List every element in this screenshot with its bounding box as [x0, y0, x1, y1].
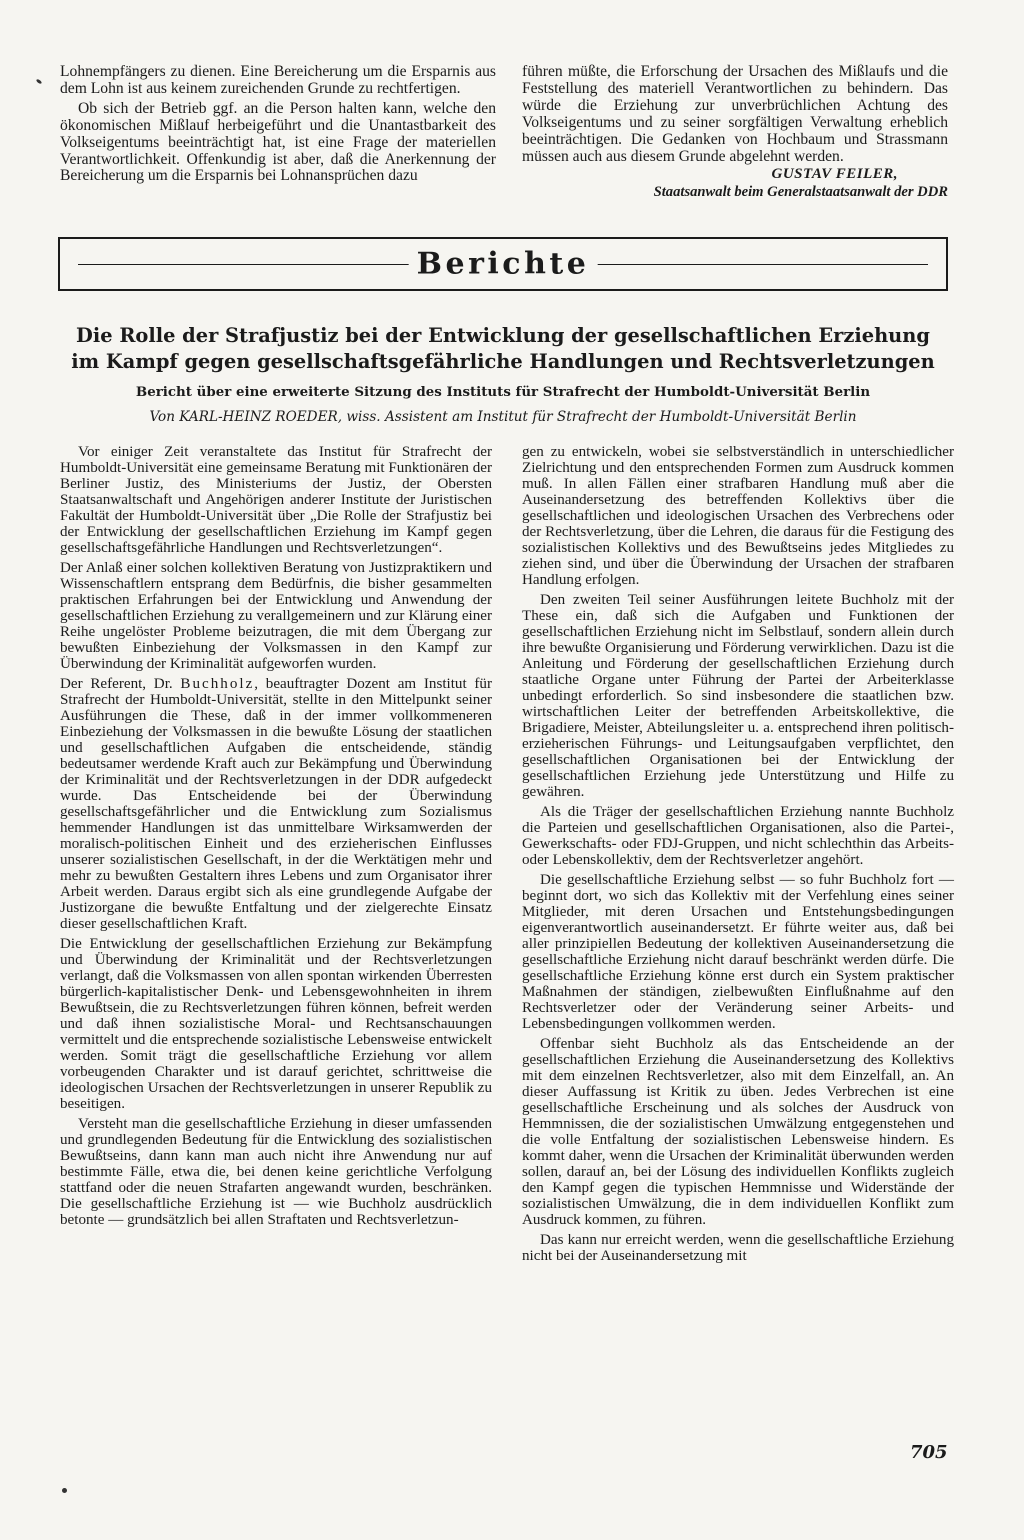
ink-speck — [36, 79, 43, 85]
page-number: 705 — [910, 1442, 948, 1463]
article-paragraph: Als die Träger der gesellschaftlichen Erziehung nannte Buchholz die Parteien und gesellschaftlichen Organisationen, also die Partei-, Gewerkschafts- oder FDJ-Gruppen, und nicht schlechthin das Arbeits- oder Lebenskollektiv, dem der Rechtsverletzer angehört. — [522, 804, 954, 868]
author-signature: GUSTAV FEILER, — [771, 166, 898, 183]
top-left-paragraph: Lohnempfängers zu dienen. Eine Bereicherung um die Ersparnis aus dem Lohn ist aus keinem zureichenden Grunde zu rechtfertigen. — [60, 63, 496, 97]
author-position: Staatsanwalt beim Generalstaatsanwalt der DDR — [653, 184, 948, 201]
section-banner — [58, 237, 948, 291]
article-subtitle: Bericht über eine erweiterte Sitzung des Instituts für Strafrecht der Humboldt-Universität Berlin — [135, 384, 871, 400]
article-paragraph: Offenbar sieht Buchholz als das Entscheidende an der gesellschaftlichen Erziehung die Auseinandersetzung des Kollektivs mit dem einzelnen Rechtsverletzer, also mit dem Einzelfall, an. An dieser Auffassung ist Kritik zu üben. Jedes Verbrechen ist eine gesellschaftliche Erscheinung und als solches der Ausdruck von Hemmnissen, die der sozialistischen Umwälzung entgegenstehen und die volle Entfaltung der sozialistischen Lebensweise hindern. Es kommt daher, wenn die Ursachen der Kriminalität überwunden werden sollen, darauf an, bei der Lösung des individuellen Konflikts zugleich den Kampf gegen die typischen Hemmnisse und Widerstände der sozialistischen Umwälzung, die in dem individuellen Konflikt zum Ausdruck kommen, zu führen. — [522, 1036, 954, 1228]
article-left-column — [60, 444, 492, 1228]
article-byline: Von KARL-HEINZ ROEDER, wiss. Assistent am Institut für Strafrecht der Humboldt-Universität Berlin — [149, 409, 857, 425]
article-paragraph: Das kann nur erreicht werden, wenn die gesellschaftliche Erziehung nicht bei der Auseinandersetzung mit — [522, 1232, 954, 1264]
article-headline-line2: im Kampf gegen gesellschaftsgefährliche Handlungen und Rechtsverletzungen — [71, 350, 935, 373]
top-right-paragraph: führen müßte, die Erforschung der Ursachen des Mißlaufs und die Feststellung des materiell Verantwortlichen zu behindern. Das würde die Erziehung zur unverbrüchlichen Achtung des Volkseigentums und zu seiner sorgfältigen Verwaltung erheblich beeinträchtigen. Die Gedanken von Hochbaum und Strassmann müssen auch aus diesem Grunde abgelehnt werden. — [522, 63, 948, 165]
referent-name: Buchholz — [180, 676, 255, 692]
paragraph-start: Der Referent, Dr. — [60, 676, 173, 692]
article-paragraph — [60, 676, 492, 932]
section-title: Berichte — [409, 247, 598, 282]
article-paragraph: Die gesellschaftliche Erziehung selbst — so fuhr Buchholz fort — beginnt dort, wo sich das Kollektiv mit der Verfehlung eines seiner Mitglieder, mit deren Ursachen und Entstehungsbedingungen eigenverantwortlich auseinandersetzt. Er führte weiter aus, daß bei aller prinzipiellen Bedeutung der kollektiven Auseinandersetzung die gesellschaftliche Erziehung nicht darauf beschränkt werden dürfe. Die gesellschaftliche Erziehung könne erst durch ein System praktischer Maßnahmen der ständigen, zielbewußten Einflußnahme auf den Rechtsverletzer oder der Veränderung seiner Arbeits- und Lebensbedingungen vollkommen werden. — [522, 872, 954, 1032]
article-paragraph: Der Anlaß einer solchen kollektiven Beratung von Justizpraktikern und Wissenschaftlern entsprang dem Bedürfnis, die bisher gesammelten praktischen Erfahrungen bei der Entwicklung und Anwendung der gesellschaftlichen Erziehung zu verallgemeinern und zur Klärung einer Reihe ungelöster Probleme beizutragen, die mit dem Übergang zur bewußten Einbeziehung der Volksmassen in den Kampf zur Überwindung der Kriminalität aufgeworfen wurden. — [60, 560, 492, 672]
article-paragraph: Den zweiten Teil seiner Ausführungen leitete Buchholz mit der These ein, daß sich die Aufgaben und Funktionen der gesellschaftlichen Erziehung nicht im Selbstlauf, sondern allein durch ihre bewußte Organisierung und Förderung verwirklichen. Dazu ist die Anleitung und Förderung der gesellschaftlichen Erziehung durch staatliche Organe unter Führung der Partei der Arbeiterklasse unbedingt erforderlich. So sind insbesondere die staatlichen bzw. wirtschaftlichen Leiter der betreffenden Arbeitskollektive, die Brigadiere, Meister, Abteilungsleiter u. a. entsprechend ihren politisch-erzieherischen Führungs- und Leitungsaufgaben verpflichtet, den gesellschaftlichen Organisationen bei der Entwicklung der gesellschaftlichen Erziehung jede Unterstützung und Hilfe zu gewähren. — [522, 592, 954, 800]
paragraph-rest: , beauftragter Dozent am Institut für Strafrecht der Humboldt-Universität, stellte in den Mittelpunkt seiner Ausführungen die These, daß in der immer vollkommeneren Einbeziehung der Volksmassen in die bewußte Lösung der staatlichen und gesellschaftlichen Aufgaben die entscheidende, ständig bedeutsamer werdende Kraft auch zur Bekämpfung und Überwindung der Kriminalität und der Rechtsverletzungen in der DDR aufgedeckt wurde. Das Entscheidende bei der Überwindung gesellschaftsgefährlicher und die Entwicklung zum Sozialismus hemmender Handlungen ist das unmittelbare Wirksamwerden der moralisch-politischen Einheit und des erzieherischen Einflusses unserer sozialistischen Gesellschaft, in der die Werktätigen mehr und mehr zu bewußten Gestaltern ihres Lebens und zum Organisator ihrer Arbeit werden. Daraus ergibt sich als eine grundlegende Aufgabe der Justizorgane die bewußte Entfaltung und der zielgerechte Einsatz dieser gesellschaftlichen Kraft. — [60, 676, 492, 932]
article-paragraph: Vor einiger Zeit veranstaltete das Institut für Strafrecht der Humboldt-Universität eine gemeinsame Beratung mit Funktionären der Berliner Justiz, des Ministeriums der Justiz, der Obersten Staatsanwaltschaft und Angehörigen anderer Institute der Juristischen Fakultät der Humboldt-Universität über „Die Rolle der Strafjustiz bei der Entwicklung der gesellschaftlichen Erziehung im Kampf gegen gesellschaftsgefährliche Handlungen und Rechtsverletzungen“. — [60, 444, 492, 556]
ink-speck — [62, 1488, 67, 1493]
article-headline-line1: Die Rolle der Strafjustiz bei der Entwicklung der gesellschaftlichen Erziehung — [76, 324, 930, 347]
article-paragraph: Versteht man die gesellschaftliche Erziehung in dieser umfassenden und grundlegenden Bedeutung für die Entwicklung des sozialistischen Bewußtseins, dann kann man auch nicht ihre Anwendung nur auf bestimmte Fälle, etwa die, bei denen keine gerichtliche Verfolgung stattfand oder die neuen Strafarten angewandt wurden, beschränken. Die gesellschaftliche Erziehung ist — wie Buchholz ausdrücklich betonte — grundsätzlich bei allen Straftaten und Rechtsverletzun- — [60, 1116, 492, 1228]
article-right-column — [522, 444, 954, 1264]
top-left-column — [60, 64, 496, 185]
article-paragraph: Die Entwicklung der gesellschaftlichen Erziehung zur Bekämpfung und Überwindung der Kriminalität und der Rechtsverletzungen verlangt, daß die Volksmassen von allen spontan wirkenden Überresten bürgerlich-kapitalistischer Denk- und Lebensgewohnheiten in ihrem Bewußtsein, die zu Rechtsverletzungen führen können, befreit werden und daß ihnen sozialistische Moral- und Rechtsanschauungen vermittelt und die entsprechende sozialistische Lebensweise entwickelt werden. Somit trägt die gesellschaftliche Erziehung vor allem vorbeugenden Charakter und ist darauf gerichtet, schrittweise die ideologischen Ursachen der Rechtsverletzungen in unserer Republik zu beseitigen. — [60, 936, 492, 1112]
top-left-paragraph: Ob sich der Betrieb ggf. an die Person halten kann, welche den ökonomischen Mißlauf herbeigeführt und die Unantastbarkeit des Volkseigentums beeinträchtigt hat, ist eine Frage der materiellen Verantwortlichkeit. Offenkundig ist aber, daß die Anerkennung der Bereicherung um die Ersparnis bei Lohnansprüchen dazu — [60, 99, 496, 185]
article-paragraph: gen zu entwickeln, wobei sie selbstverständlich in unterschiedlicher Zielrichtung und den entsprechenden Formen zum Ausdruck kommen muß. In allen Fällen einer strafbaren Handlung muß aber die Auseinandersetzung des betreffenden Kollektivs über die gesellschaftlichen und ideologischen Ursachen des Verbrechens oder der Rechtsverletzung, über die Lehren, die daraus für die Festigung des sozialistischen Kollektivs und des Bewußtseins jedes Mitgliedes zu ziehen sind, und über die Überwindung der Ursachen der strafbaren Handlung erfolgen. — [522, 444, 954, 588]
top-right-column — [522, 64, 948, 201]
